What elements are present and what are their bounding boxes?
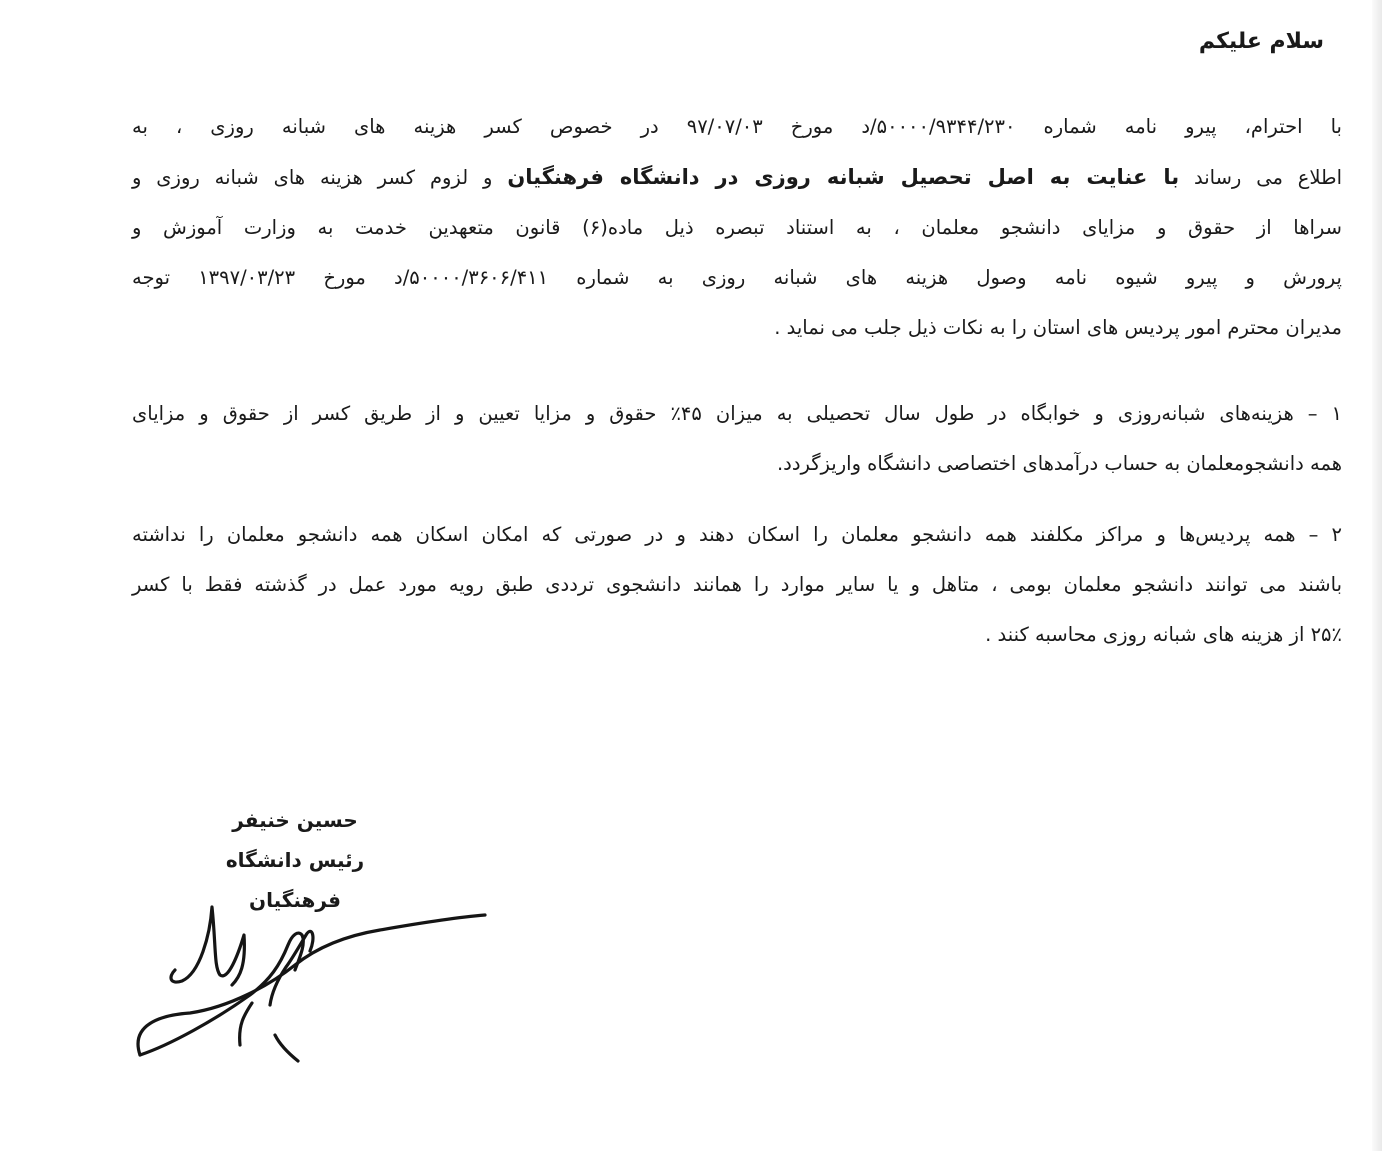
intro-paragraph xyxy=(132,102,1342,353)
item-1-line-1: ۱ – هزینه‌های شبانه‌روزی و خوابگاه در طول سال تحصیلی به میزان ۴۵٪ حقوق و مزایا تعیین و از طریق کسر از حقوق و مزایای xyxy=(132,402,1342,425)
handwritten-signature xyxy=(120,895,500,1085)
intro-line-2-post: و لزوم کسر هزینه های شبانه روزی و xyxy=(132,166,493,189)
intro-line-3: سراها از حقوق و مزایای دانشجو معلمان ، به استناد تبصره ذیل ماده(۶) قانون متعهدین خدمت به وزارت آموزش و xyxy=(132,216,1342,239)
item-2-line-1: ۲ – همه پردیس‌ها و مراکز مکلفند همه دانشجو معلمان را اسکان دهند و در صورتی که امکان اسکان همه دانشجو معلمان را نداشته xyxy=(132,523,1342,546)
intro-line-4: پرورش و پیرو شیوه نامه وصول هزینه های شبانه روزی به شماره ۵۰۰۰۰/۳۶۰۶/۴۱۱/د مورخ ۱۳۹۷/۰۳/۲۳ توجه xyxy=(132,266,1342,289)
scan-edge xyxy=(1372,0,1382,1151)
signatory-name: حسین خنیفر xyxy=(232,808,358,832)
intro-line-2 xyxy=(132,152,1342,203)
item-1-line-2: همه دانشجومعلمان به حساب درآمدهای اختصاصی دانشگاه واریزگردد. xyxy=(776,452,1342,475)
item-2-line-2: باشند می توانند دانشجو معلمان بومی ، متاهل و یا سایر موارد را همانند دانشجوی ترددی طبق رویه مورد عمل در گذشته فقط با کسر xyxy=(132,573,1342,596)
item-2-line-3: ۲۵٪ از هزینه های شبانه روزی محاسبه کنند . xyxy=(985,623,1342,646)
intro-line-2-bold: با عنایت به اصل تحصیل شبانه روزی در دانشگاه فرهنگیان xyxy=(507,165,1180,189)
intro-line-5: مدیران محترم امور پردیس های استان را به نکات ذیل جلب می نماید . xyxy=(774,316,1342,339)
greeting: سلام علیکم xyxy=(1198,29,1324,54)
intro-line-2-pre: اطلاع می رساند xyxy=(1193,166,1342,189)
signatory-title: رئیس دانشگاه فرهنگیان xyxy=(225,848,365,912)
item-2-paragraph xyxy=(132,510,1342,660)
item-1-paragraph xyxy=(132,389,1342,489)
intro-line-1: با احترام، پیرو نامه شماره ۵۰۰۰۰/۹۳۴۴/۲۳۰/د مورخ ۹۷/۰۷/۰۳ در خصوص کسر هزینه های شبانه روزی ، به xyxy=(132,115,1342,138)
